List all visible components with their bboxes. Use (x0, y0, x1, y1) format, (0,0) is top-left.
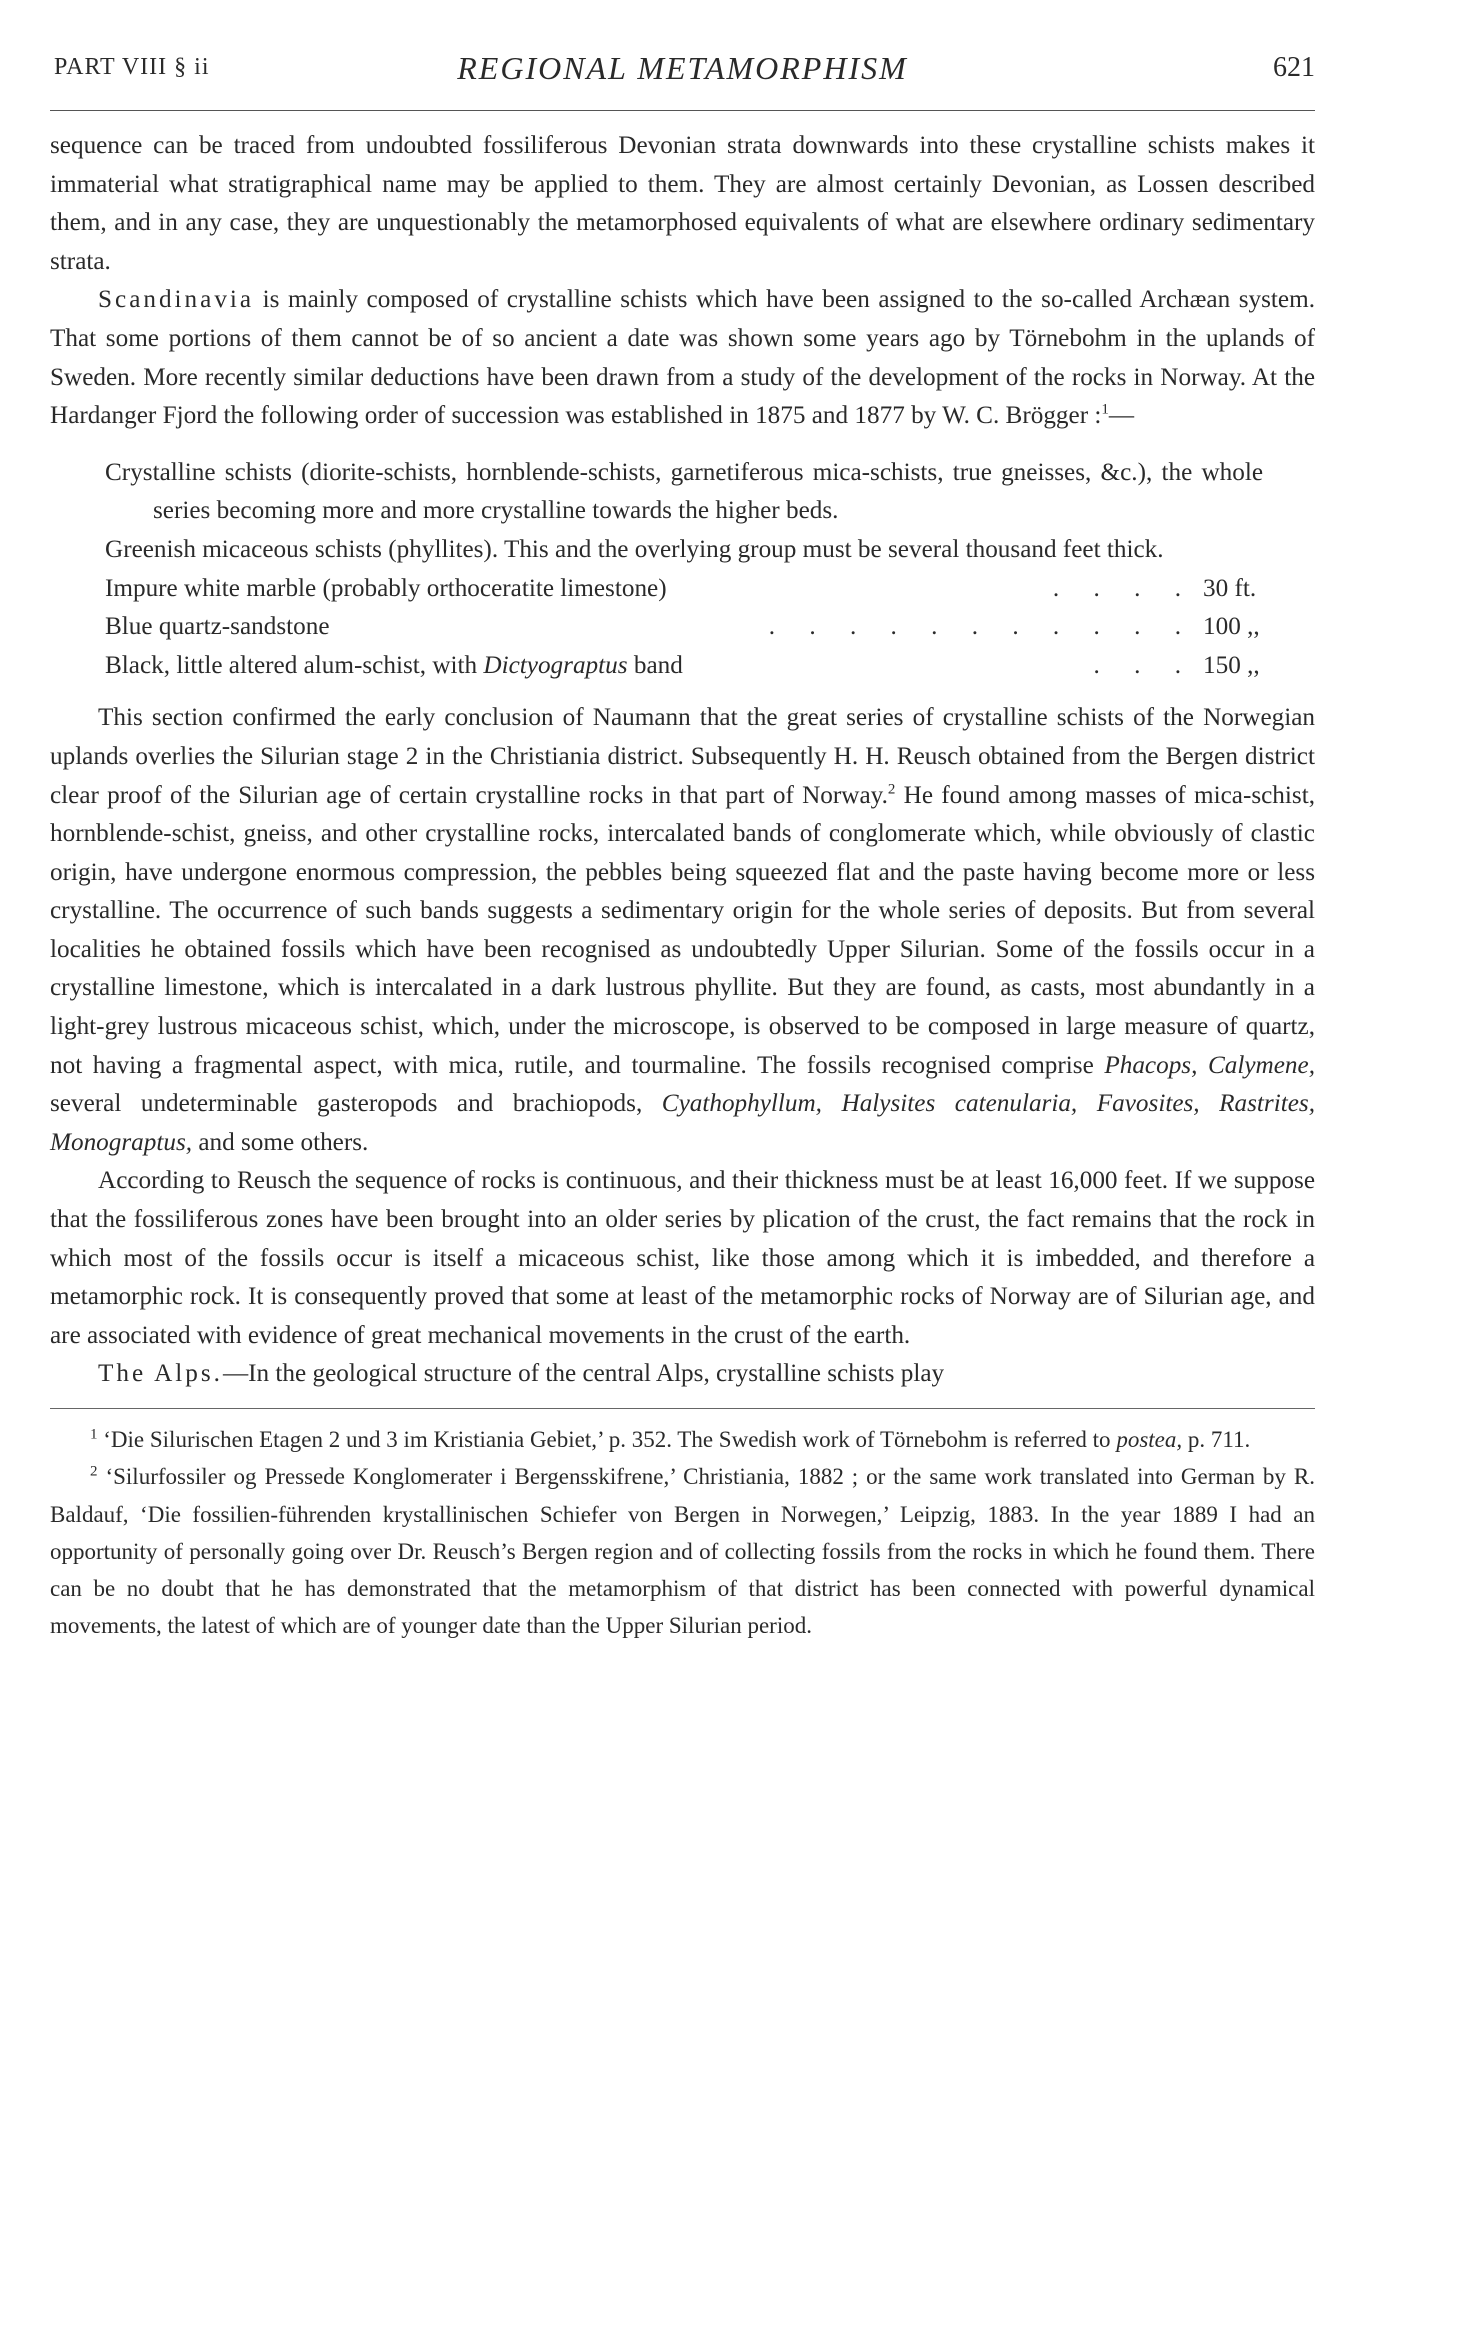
body-text (50, 127, 1315, 1394)
paragraph-devonian: sequence can be traced from undoubted fossiliferous Devonian strata downwards into these crystalline schists makes it immaterial what stratigraphical name may be applied to them. They are almost certainly Devonian, as Lossen described them, and in any case, they are unquestionably the metamorphosed equivalents of what are elsewhere ordinary sedimentary strata. (50, 132, 1315, 275)
paragraph-thickness: According to Reusch the sequence of rocks is continuous, and their thickness must be at least 16,000 feet. If we suppose that the fossiliferous zones have been brought into an older series by plication of the crust, the fact remains that the rock in which most of the fossils occur is itself a micaceous schist, like those among which it is imbedded, and therefore a metamorphic rock. It is consequently proved that some at least of the metamorphic rocks of Norway are of Silurian age, and are associated with evidence of great mechanical movements in the crust of the earth. (50, 1167, 1315, 1349)
header-rule (50, 110, 1315, 111)
succession-item: Black, little altered alum-schist, with Dictyograptus band . . . 150 ,, (105, 647, 1295, 686)
running-title: REGIONAL METAMORPHISM (457, 50, 908, 86)
part-section-label: PART VIII § ii (54, 54, 210, 80)
heading-alps: The Alps. (98, 1360, 223, 1388)
succession-item: Impure white marble (probably orthoceratite limestone) . . . . 30 ft. (105, 570, 1295, 609)
footnote-ref-1: 1 (1101, 401, 1109, 418)
running-header (50, 48, 1315, 88)
succession-list (50, 454, 1315, 686)
succession-item: Greenish micaceous schists (phyllites). This and the overlying group must be several thousand feet thick. (105, 535, 1164, 563)
page-number: 621 (1273, 52, 1315, 83)
paragraph-alps: The Alps.—In the geological structure of the central Alps, crystalline schists play (98, 1360, 945, 1388)
footnotes (50, 1408, 1315, 1645)
thickness-value: 30 ft. (1203, 574, 1257, 602)
heading-scandinavia: Scandinavia (98, 286, 255, 314)
paragraph-scandinavia: Scandinavia is mainly composed of crystalline schists which have been assigned to the so-called Archæan system. That some portions of them cannot be of so ancient a date was shown some years ago by Törnebohm in the uplands of Sweden. More recently similar deductions have been drawn from a study of the development of the rocks in Norway. At the Hardanger Fjord the following order of succession was established in 1875 and 1877 by W. C. Brögger :$^1$— (50, 286, 1315, 430)
thickness-value: 100 ,, (1203, 613, 1260, 641)
page (50, 48, 1315, 1645)
succession-item: Blue quartz-sandstone . . . . . . . . . . . 100 ,, (105, 608, 1295, 647)
paragraph-naumann-reusch: This section confirmed the early conclusion of Naumann that the great series of crystalline schists of the Norwegian uplands overlies the Silurian stage 2 in the Christiania district. Subsequently H. H. Reusch obtained from the Bergen district clear proof of the Silurian age of certain crystalline rocks in that part of Norway.$^2$ He found among masses of mica-schist, hornblende-schist, gneiss, and other crystalline rocks, intercalated bands of conglomerate which, while obviously of clastic origin, have undergone enormous compression, the pebbles being squeezed flat and the paste having become more or less crystalline. The occurrence of such bands suggests a sedimentary origin for the whole series of deposits. But from several localities he obtained fossils which have been recognised as undoubtedly Upper Silurian. Some of the fossils occur in a crystalline limestone, which is intercalated in a dark lustrous phyllite. But they are found, as casts, most abundantly in a light-grey lustrous micaceous schist, which, under the microscope, is observed to be composed in large measure of quartz, not having a fragmental aspect, with mica, rutile, and tourmaline. The fossils recognised comprise Phacops, Calymene, several undeterminable gasteropods and brachiopods, Cyathophyllum, Halysites catenularia, Favosites, Rastrites, Monograptus, and some others. (50, 704, 1315, 1156)
footnote-ref-2: 2 (887, 781, 896, 798)
footnote-2: $^2$ ‘Silurfossiler og Pressede Konglomerater i Bergensskifrene,’ Christiania, 1882 ; or the same work translated into German by R. Baldauf, ‘Die fossilien-führenden krystallinischen Schiefer von Bergen in Norwegen,’ Leipzig, 1883. In the year 1889 I had an opportunity of personally going over Dr. Reusch’s Bergen region and of collecting fossils from the rocks in which he found them. There can be no doubt that he has demonstrated that the metamorphism of that district has been connected with powerful dynamical movements, the latest of which are of younger date than the Upper Silurian period. (50, 1463, 1315, 1639)
footnote-1: $^1$ ‘Die Silurischen Etagen 2 und 3 im Kristiania Gebiet,’ p. 352. The Swedish work of Törnebohm is referred to postea, p. 711. (90, 1426, 1251, 1452)
thickness-value: 150 ,, (1203, 651, 1260, 679)
succession-item: Crystalline schists (diorite-schists, hornblende-schists, garnetiferous mica-schists, true gneisses, &c.), the whole series becoming more and more crystalline towards the higher beds. (105, 458, 1263, 525)
